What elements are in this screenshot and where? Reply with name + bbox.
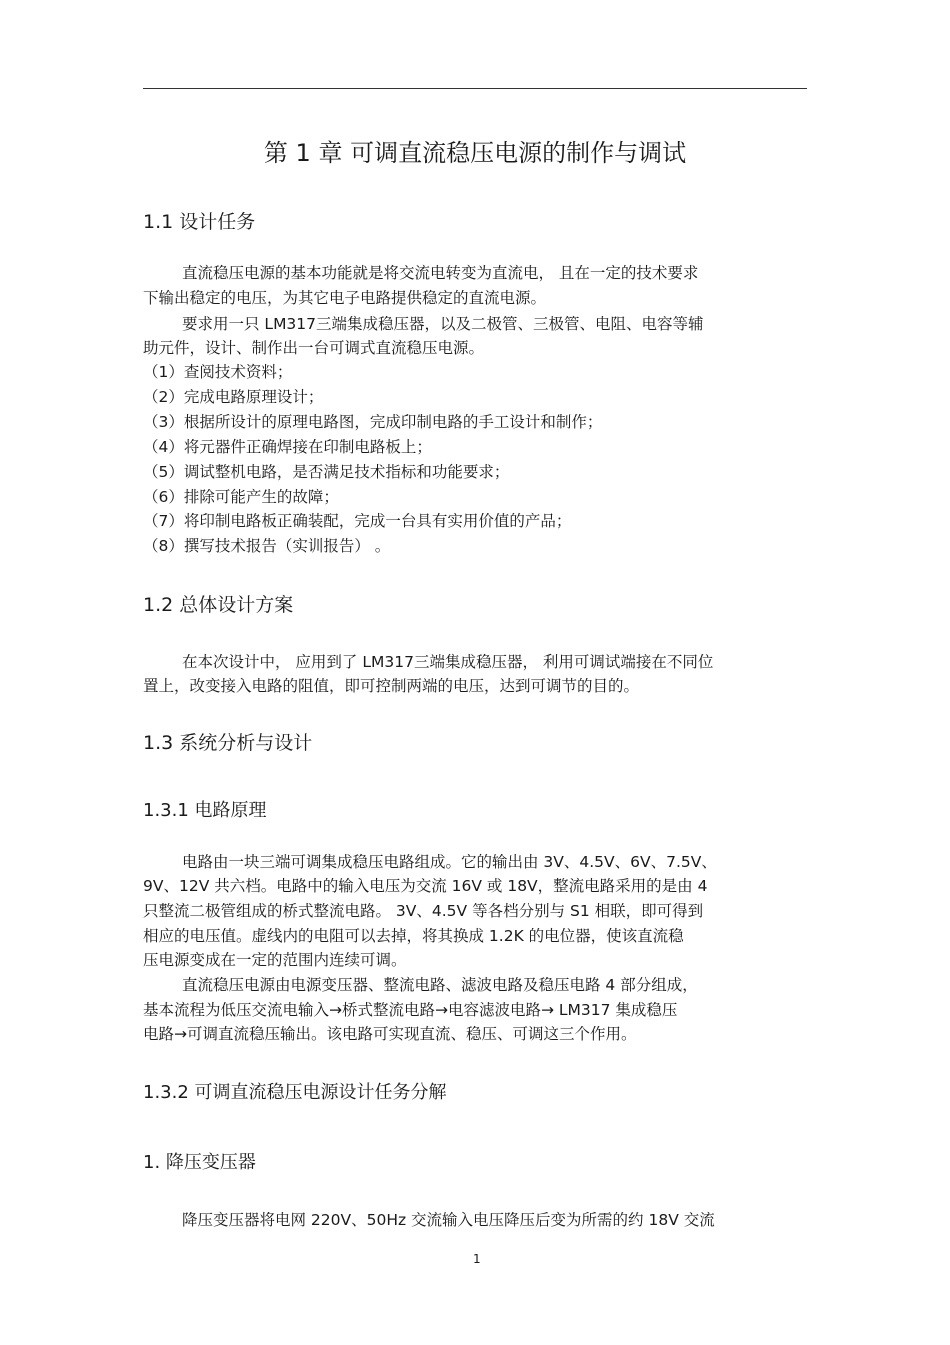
section-heading-1-3: 1.3 系统分析与设计 — [143, 732, 313, 754]
list-item: （5）调试整机电路，是否满足技术指标和功能要求； — [143, 463, 510, 481]
paragraph-line: 电路由一块三端可调集成稳压电路组成。它的输出由 3V、4.5V、6V、7.5V、 — [182, 853, 717, 871]
subsection-heading-1-3-2: 1.3.2 可调直流稳压电源设计任务分解 — [143, 1082, 447, 1103]
paragraph-line: 助元件，设计、制作出一台可调式直流稳压电源。 — [143, 339, 485, 357]
paragraph-line: 只整流二极管组成的桥式整流电路。 3V、4.5V 等各档分别与 S1 相联，即可得到 — [143, 902, 704, 920]
paragraph-line: 降压变压器将电网 220V、50Hz 交流输入电压降压后变为所需的约 18V 交流 — [182, 1211, 715, 1229]
list-item: （7）将印制电路板正确装配，完成一台具有实用价值的产品； — [143, 512, 572, 530]
paragraph-line: 压电源变成在一定的范围内连续可调。 — [143, 951, 407, 969]
subsection-heading-1-3-1: 1.3.1 电路原理 — [143, 800, 267, 821]
paragraph-line: 要求用一只 LM317三端集成稳压器，以及二极管、三极管、电阻、电容等辅 — [182, 315, 704, 333]
page-number: 1 — [473, 1252, 481, 1266]
paragraph-line: 基本流程为低压交流电输入→桥式整流电路→电容滤波电路→ LM317 集成稳压 — [143, 1001, 678, 1019]
paragraph-line: 9V、12V 共六档。电路中的输入电压为交流 16V 或 18V，整流电路采用的是由 4 — [143, 877, 708, 895]
list-item: （2）完成电路原理设计； — [143, 388, 324, 406]
paragraph-line: 直流稳压电源由电源变压器、整流电路、滤波电路及稳压电路 4 部分组成， — [182, 976, 698, 994]
list-item: （4）将元器件正确焊接在印制电路板上； — [143, 438, 432, 456]
section-heading-1-2: 1.2 总体设计方案 — [143, 594, 294, 616]
item-heading-1: 1. 降压变压器 — [143, 1152, 256, 1173]
chapter-title: 第 1 章 可调直流稳压电源的制作与调试 — [263, 139, 687, 167]
paragraph-line: 电路→可调直流稳压输出。该电路可实现直流、稳压、可调这三个作用。 — [143, 1025, 637, 1043]
list-item: （3）根据所设计的原理电路图，完成印制电路的手工设计和制作； — [143, 413, 603, 431]
header-rule — [143, 88, 807, 89]
paragraph-line: 直流稳压电源的基本功能就是将交流电转变为直流电， 且在一定的技术要求 — [182, 264, 699, 282]
list-item: （1）查阅技术资料； — [143, 363, 293, 381]
paragraph-line: 在本次设计中， 应用到了 LM317三端集成稳压器， 利用可调试端接在不同位 — [182, 653, 714, 671]
list-item: （8）撰写技术报告（实训报告） 。 — [143, 537, 391, 555]
list-item: （6）排除可能产生的故障； — [143, 488, 339, 506]
paragraph-line: 置上，改变接入电路的阻值，即可控制两端的电压，达到可调节的目的。 — [143, 677, 640, 695]
paragraph-line: 相应的电压值。虚线内的电阻可以去掉，将其换成 1.2K 的电位器，使该直流稳 — [143, 927, 684, 945]
section-heading-1-1: 1.1 设计任务 — [143, 211, 256, 233]
paragraph-line: 下输出稳定的电压，为其它电子电路提供稳定的直流电源。 — [143, 289, 547, 307]
